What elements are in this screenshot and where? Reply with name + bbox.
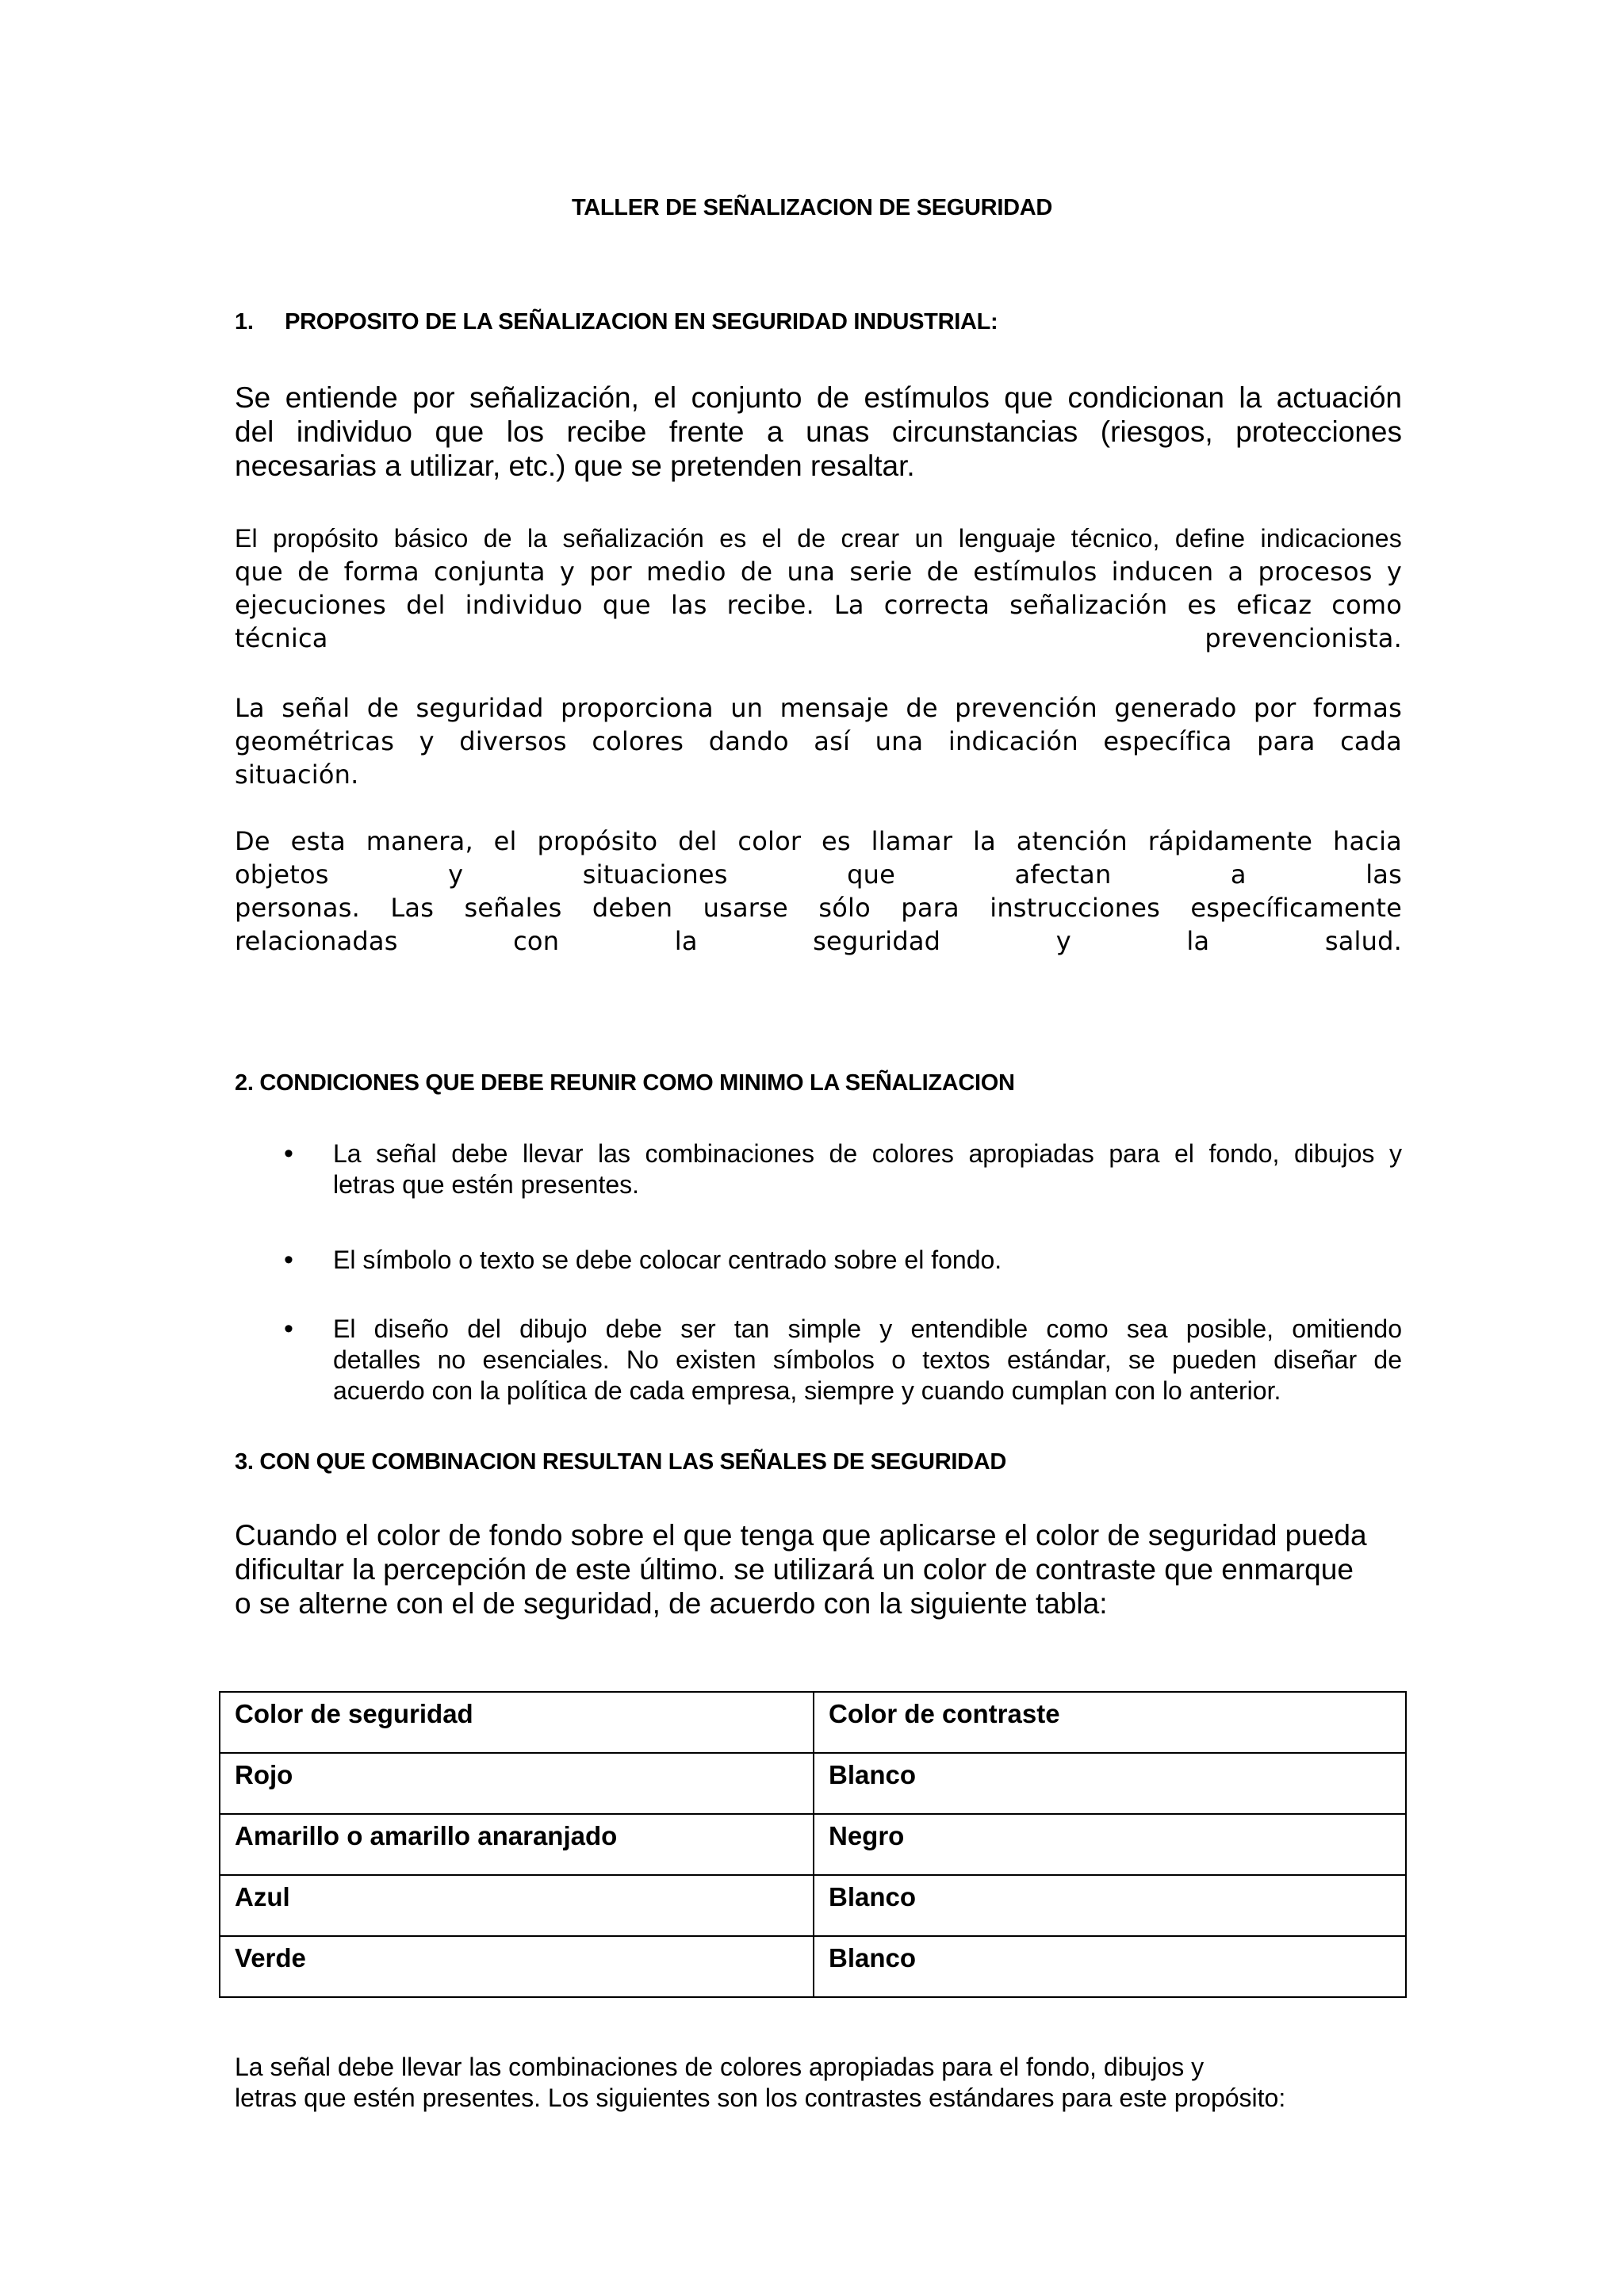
section-2-heading: 2. CONDICIONES QUE DEBE REUNIR COMO MINIMO LA SEÑALIZACION [235, 1070, 1015, 1096]
table-cell: Negro [814, 1814, 1406, 1875]
bullet-line: acuerdo con la política de cada empresa, siempre y cuando cumplan con lo anterior. [333, 1376, 1281, 1405]
paragraph-line: objetos y situaciones que afectan a las [235, 859, 1402, 890]
bullet-item-3 [333, 1314, 1402, 1406]
bullet-item-2 [333, 1245, 1402, 1276]
section-3-closing [235, 2052, 1402, 2114]
section-3-intro [235, 1518, 1402, 1621]
table-header-row [220, 1692, 1406, 1753]
paragraph-line: Se entiende por señalización, el conjunto de estímulos que condicionan la actuación [235, 381, 1402, 414]
bullet-glyph: • [284, 1314, 293, 1344]
paragraph-line: necesarias a utilizar, etc.) que se pretenden resaltar. [235, 450, 915, 482]
section-1-paragraph-2 [235, 522, 1402, 655]
paragraph-line: Cuando el color de fondo sobre el que tenga que aplicarse el color de seguridad pueda [235, 1519, 1367, 1552]
bullet-line: El diseño del dibujo debe ser tan simple y entendible como sea posible, omitiendo [333, 1314, 1402, 1343]
paragraph-line: situación. [235, 760, 359, 790]
table-row [220, 1814, 1406, 1875]
paragraph-line: El propósito básico de la señalización es el de crear un lenguaje técnico, define indicaciones [235, 524, 1402, 553]
table-cell: Azul [220, 1875, 814, 1936]
page-title: TALLER DE SEÑALIZACION DE SEGURIDAD [571, 195, 1053, 220]
contrast-color-table [219, 1691, 1407, 1998]
section-3-heading: 3. CON QUE COMBINACION RESULTAN LAS SEÑALES DE SEGURIDAD [235, 1449, 1007, 1475]
paragraph-line: La señal de seguridad proporciona un mensaje de prevención generado por formas [235, 693, 1402, 723]
paragraph-line: De esta manera, el propósito del color es llamar la atención rápidamente hacia [235, 826, 1402, 856]
paragraph-line: o se alterne con el de seguridad, de acuerdo con la siguiente tabla: [235, 1587, 1108, 1620]
section-1-paragraph-4 [235, 825, 1402, 958]
table-cell: Amarillo o amarillo anaranjado [220, 1814, 814, 1875]
table-cell: Verde [220, 1936, 814, 1997]
paragraph-line: que de forma conjunta y por medio de una serie de estímulos inducen a procesos y [235, 557, 1402, 587]
section-1-title: PROPOSITO DE LA SEÑALIZACION EN SEGURIDAD INDUSTRIAL: [285, 309, 998, 335]
paragraph-line: ejecuciones del individuo que las recibe. La correcta señalización es eficaz como [235, 590, 1402, 620]
table-row [220, 1875, 1406, 1936]
table-cell: Rojo [220, 1753, 814, 1814]
table-header-cell: Color de seguridad [220, 1692, 814, 1753]
paragraph-line: geométricas y diversos colores dando así una indicación específica para cada [235, 726, 1402, 756]
table-cell: Blanco [814, 1875, 1406, 1936]
table-cell: Blanco [814, 1936, 1406, 1997]
paragraph-line: letras que estén presentes. Los siguientes son los contrastes estándares para este propósito: [235, 2084, 1286, 2112]
paragraph-line: La señal debe llevar las combinaciones de colores apropiadas para el fondo, dibujos y [235, 2053, 1205, 2081]
bullet-line: La señal debe llevar las combinaciones de colores apropiadas para el fondo, dibujos y [333, 1139, 1402, 1168]
table-header-cell: Color de contraste [814, 1692, 1406, 1753]
paragraph-line: dificultar la percepción de este último. se utilizará un color de contraste que enmarque [235, 1553, 1354, 1586]
table-row [220, 1936, 1406, 1997]
section-1-heading [235, 309, 998, 335]
bullet-line: El símbolo o texto se debe colocar centrado sobre el fondo. [333, 1246, 1002, 1274]
table-row [220, 1753, 1406, 1814]
paragraph-line: relacionadas con la seguridad y la salud. [235, 926, 1402, 956]
bullet-line: letras que estén presentes. [333, 1170, 640, 1199]
section-1-number: 1. [235, 309, 254, 335]
bullet-glyph: • [284, 1245, 293, 1275]
paragraph-line: del individuo que los recibe frente a unas circunstancias (riesgos, protecciones [235, 415, 1402, 448]
section-1-paragraph-3 [235, 691, 1402, 791]
bullet-line: detalles no esenciales. No existen símbolos o textos estándar, se pueden diseñar de [333, 1345, 1402, 1374]
section-1-paragraph-1 [235, 381, 1402, 483]
bullet-glyph: • [284, 1138, 293, 1169]
paragraph-line: personas. Las señales deben usarse sólo para instrucciones específicamente [235, 893, 1402, 923]
bullet-item-1 [333, 1138, 1402, 1200]
table-cell: Blanco [814, 1753, 1406, 1814]
paragraph-line: técnica prevencionista. [235, 623, 1402, 653]
